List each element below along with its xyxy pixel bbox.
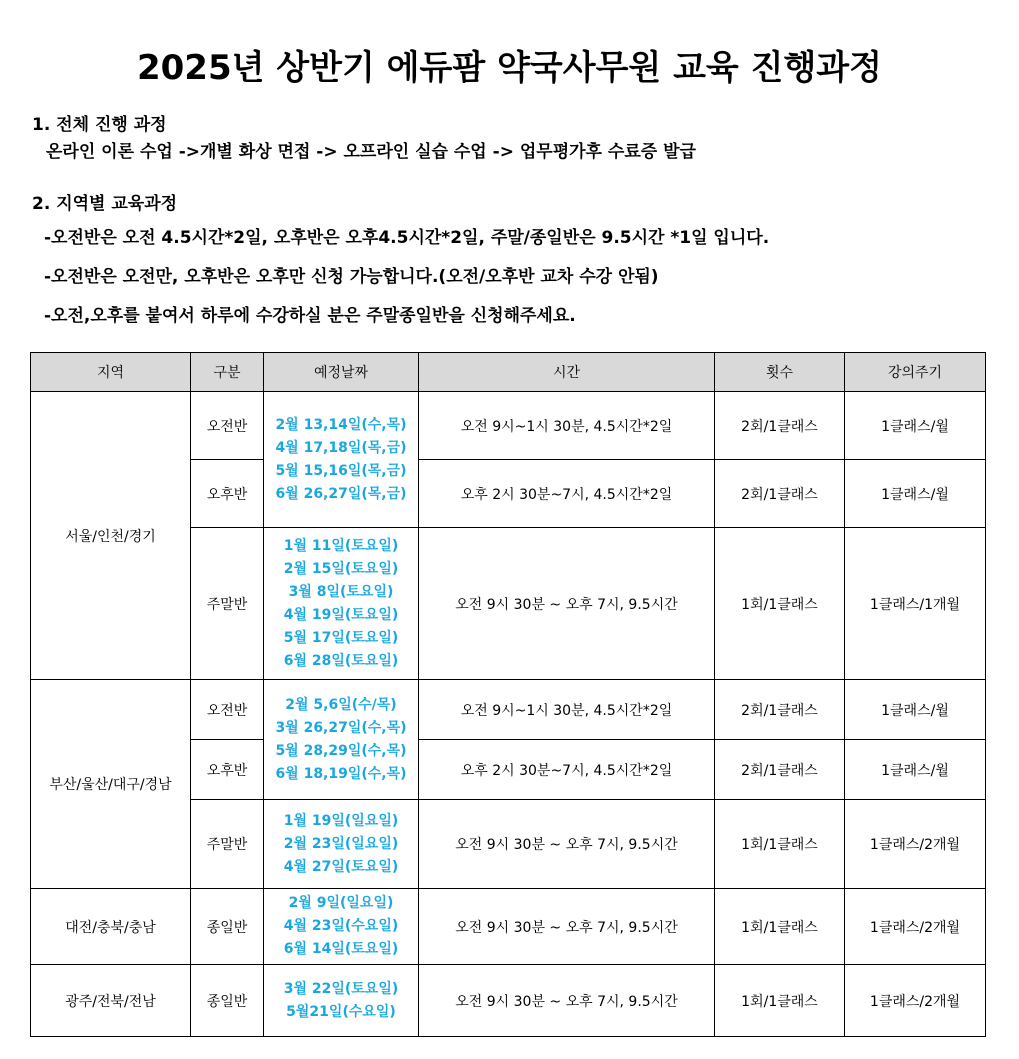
class-type-cell: 오후반 [191, 460, 264, 528]
date-item: 1월 11일(토요일) [283, 537, 399, 554]
count-cell: 2회/1클래스 [715, 392, 845, 460]
region-cell: 부산/울산/대구/경남 [31, 680, 191, 889]
table-row [31, 680, 986, 740]
table-row [31, 392, 986, 460]
time-cell: 오전 9시 30분 ~ 오후 7시, 9.5시간 [419, 528, 715, 680]
header-type: 구분 [191, 353, 264, 392]
cycle-cell: 1클래스/월 [845, 460, 986, 528]
date-item: 4월 27일(토요일) [283, 858, 399, 875]
dates-cell [264, 680, 419, 800]
date-item: 2월 9일(일요일) [288, 895, 394, 911]
date-item: 2월 15일(토요일) [283, 560, 399, 577]
cycle-cell: 1클래스/월 [845, 680, 986, 740]
class-type-cell: 오후반 [191, 740, 264, 800]
date-item: 6월 14일(토요일) [283, 941, 399, 957]
count-cell: 1회/1클래스 [715, 965, 845, 1037]
header-count: 횟수 [715, 353, 845, 392]
cycle-cell: 1클래스/월 [845, 740, 986, 800]
date-item: 4월 17,18일(목,금) [275, 439, 407, 456]
time-cell: 오전 9시~1시 30분, 4.5시간*2일 [419, 392, 715, 460]
date-item: 5월 28,29일(수,목) [275, 742, 407, 759]
date-item: 2월 13,14일(수,목) [275, 416, 407, 433]
section-2-note-3: -오전,오후를 붙여서 하루에 수강하실 분은 주말종일반을 신청해주세요. [44, 306, 576, 326]
time-cell: 오전 9시 30분 ~ 오후 7시, 9.5시간 [419, 889, 715, 965]
class-type-cell: 오전반 [191, 392, 264, 460]
dates-cell [264, 392, 419, 528]
header-time: 시간 [419, 353, 715, 392]
dates-cell [264, 528, 419, 680]
section-2-note-1: -오전반은 오전 4.5시간*2일, 오후반은 오후4.5시간*2일, 주말/종일반은 9.5시간 *1일 입니다. [44, 228, 770, 248]
count-cell: 2회/1클래스 [715, 680, 845, 740]
header-cycle: 강의주기 [845, 353, 986, 392]
count-cell: 2회/1클래스 [715, 740, 845, 800]
date-item: 6월 28일(토요일) [283, 652, 399, 669]
cycle-cell: 1클래스/2개월 [845, 800, 986, 889]
time-cell: 오전 9시 30분 ~ 오후 7시, 9.5시간 [419, 800, 715, 889]
table-header-row [31, 353, 986, 392]
dates-cell [264, 800, 419, 889]
time-cell: 오전 9시~1시 30분, 4.5시간*2일 [419, 680, 715, 740]
date-item: 4월 23일(수요일) [283, 918, 399, 934]
section-2-heading: 2. 지역별 교육과정 [32, 194, 178, 214]
date-item: 3월 26,27일(수,목) [275, 719, 407, 736]
time-cell: 오후 2시 30분~7시, 4.5시간*2일 [419, 460, 715, 528]
header-dates: 예정날짜 [264, 353, 419, 392]
date-item: 6월 18,19일(수,목) [275, 765, 407, 782]
cycle-cell: 1클래스/2개월 [845, 889, 986, 965]
date-item: 1월 19일(일요일) [283, 812, 399, 829]
time-cell: 오전 9시 30분 ~ 오후 7시, 9.5시간 [419, 965, 715, 1037]
class-type-cell: 종일반 [191, 965, 264, 1037]
count-cell: 1회/1클래스 [715, 889, 845, 965]
time-cell: 오후 2시 30분~7시, 4.5시간*2일 [419, 740, 715, 800]
section-1-process-line: 온라인 이론 수업 ->개별 화상 면접 -> 오프라인 실습 수업 -> 업무평가후 수료증 발급 [46, 142, 696, 162]
region-cell: 서울/인천/경기 [31, 392, 191, 680]
date-item: 5월 17일(토요일) [283, 629, 399, 646]
date-item: 3월 22일(토요일) [283, 980, 399, 997]
section-2-note-2: -오전반은 오전만, 오후반은 오후만 신청 가능합니다.(오전/오후반 교차 수강 안됨) [44, 267, 659, 287]
class-type-cell: 오전반 [191, 680, 264, 740]
date-item: 2월 23일(일요일) [283, 835, 399, 852]
count-cell: 1회/1클래스 [715, 528, 845, 680]
count-cell: 2회/1클래스 [715, 460, 845, 528]
date-item: 5월21일(수요일) [286, 1003, 396, 1020]
section-1-heading: 1. 전체 진행 과정 [32, 115, 167, 135]
region-cell: 대전/충북/충남 [31, 889, 191, 965]
header-region: 지역 [31, 353, 191, 392]
region-cell: 광주/전북/전남 [31, 965, 191, 1037]
table-row [31, 889, 986, 965]
date-item: 6월 26,27일(목,금) [275, 485, 407, 502]
date-item: 3월 8일(토요일) [288, 583, 394, 600]
page-title: 2025년 상반기 에듀팜 약국사무원 교육 진행과정 [136, 48, 882, 88]
date-item: 2월 5,6일(수/목) [285, 696, 397, 713]
table-row [31, 965, 986, 1037]
date-item: 5월 15,16일(목,금) [275, 462, 407, 479]
cycle-cell: 1클래스/1개월 [845, 528, 986, 680]
count-cell: 1회/1클래스 [715, 800, 845, 889]
schedule-table [30, 352, 986, 1037]
class-type-cell: 주말반 [191, 528, 264, 680]
date-item: 4월 19일(토요일) [283, 606, 399, 623]
class-type-cell: 주말반 [191, 800, 264, 889]
class-type-cell: 종일반 [191, 889, 264, 965]
cycle-cell: 1클래스/2개월 [845, 965, 986, 1037]
dates-cell [264, 965, 419, 1037]
cycle-cell: 1클래스/월 [845, 392, 986, 460]
dates-cell [264, 889, 419, 965]
